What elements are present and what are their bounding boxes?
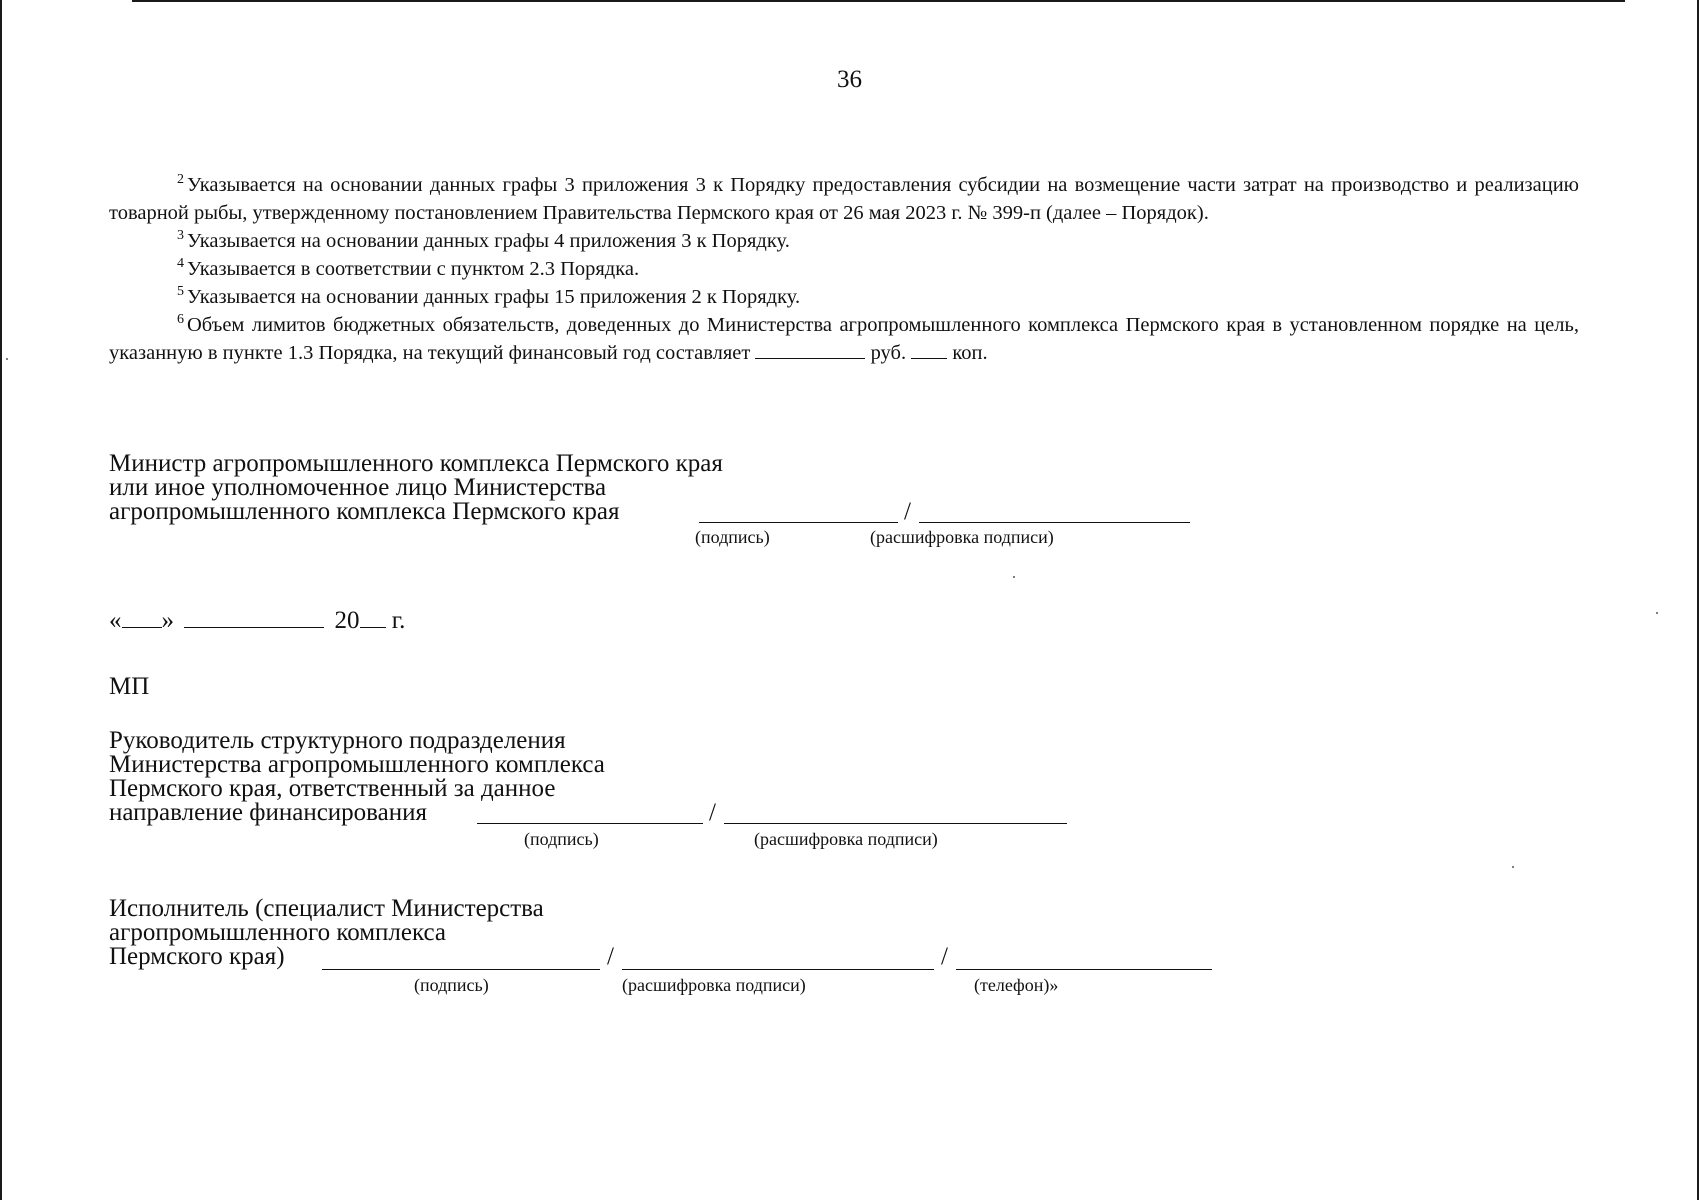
footnote-text: Указывается на основании данных графы 15 приложения 2 к Порядку. bbox=[187, 286, 801, 308]
footnote-text: Указывается в соответствии с пунктом 2.3 Порядка. bbox=[187, 258, 640, 280]
executor-signature-line bbox=[322, 969, 600, 970]
scan-speck bbox=[6, 358, 8, 360]
kopecks-blank bbox=[911, 340, 947, 359]
executor-signature-hint: (подпись) bbox=[414, 975, 489, 995]
footnote-mark: 5 bbox=[177, 284, 184, 299]
executor-separator-1: / bbox=[607, 943, 614, 970]
scan-top-edge bbox=[132, 0, 1625, 2]
page-number: 36 bbox=[837, 66, 862, 93]
head-transcript-line bbox=[724, 823, 1067, 824]
footnote-3 bbox=[109, 227, 1579, 255]
minister-title-line: агропромышленного комплекса Пермского края bbox=[109, 498, 620, 525]
executor-signature-block bbox=[109, 897, 544, 969]
year-suffix: г. bbox=[391, 607, 406, 634]
day-blank bbox=[122, 607, 162, 628]
executor-phone-line bbox=[956, 969, 1212, 970]
head-transcript-hint: (расшифровка подписи) bbox=[754, 829, 938, 849]
date-open-quote: « bbox=[109, 607, 122, 634]
minister-title-line: Министр агропромышленного комплекса Пермского края bbox=[109, 450, 723, 477]
executor-separator-2: / bbox=[941, 943, 948, 970]
footnote-2 bbox=[109, 171, 1579, 227]
footnote-mark: 3 bbox=[177, 228, 184, 243]
rubles-blank bbox=[755, 340, 865, 359]
scan-speck bbox=[1656, 612, 1658, 614]
minister-title-line: или иное уполномоченное лицо Министерства bbox=[109, 474, 607, 501]
executor-title-line: Исполнитель (специалист Министерства bbox=[109, 895, 544, 922]
head-title-line: Министерства агропромышленного комплекса bbox=[109, 751, 605, 778]
executor-transcript-hint: (расшифровка подписи) bbox=[622, 975, 806, 995]
scan-left-edge bbox=[0, 0, 2, 1200]
head-title-line: Руководитель структурного подразделения bbox=[109, 727, 566, 754]
head-signature-block bbox=[109, 729, 605, 825]
rubles-label: руб. bbox=[870, 342, 907, 364]
head-title-line: направление финансирования bbox=[109, 799, 428, 826]
footnote-text: Указывается на основании данных графы 3 приложения 3 к Порядку предоставления субсидии на возмещение части затрат на производство и реализацию товарной рыбы, утвержденному постановлением Правительства Пермского края от 26 мая 2023 г. № 399-п (далее – Порядок). bbox=[109, 174, 1579, 224]
footnote-4 bbox=[109, 255, 1579, 283]
date-row bbox=[109, 606, 405, 636]
minister-signature-block bbox=[109, 452, 723, 524]
date-close-quote: » bbox=[161, 607, 174, 634]
head-separator: / bbox=[709, 799, 716, 826]
footnote-text: Указывается на основании данных графы 4 приложения 3 к Порядку. bbox=[187, 230, 790, 252]
head-signature-hint: (подпись) bbox=[524, 829, 599, 849]
stamp-label: МП bbox=[109, 673, 150, 700]
footnote-5 bbox=[109, 283, 1579, 311]
minister-separator: / bbox=[904, 498, 911, 525]
footnote-text: Объем лимитов бюджетных обязательств, доведенных до Министерства агропромышленного комплекса Пермского края в установленном порядке на цель, указанную в пункте 1.3 Порядка, на текущий финансовый год составляет bbox=[109, 314, 1579, 364]
footnotes-section bbox=[109, 171, 1579, 367]
scan-speck bbox=[1512, 866, 1514, 868]
year-blank bbox=[360, 607, 386, 628]
executor-title-line: агропромышленного комплекса bbox=[109, 919, 447, 946]
minister-transcript-line bbox=[919, 522, 1190, 523]
scan-speck bbox=[1013, 576, 1015, 578]
kopecks-label: коп. bbox=[952, 342, 988, 364]
footnote-mark: 6 bbox=[177, 312, 184, 327]
head-signature-line bbox=[477, 823, 703, 824]
executor-transcript-line bbox=[622, 969, 934, 970]
executor-phone-hint: (телефон)» bbox=[974, 975, 1059, 995]
footnote-6 bbox=[109, 311, 1579, 367]
minister-signature-hint: (подпись) bbox=[695, 527, 770, 547]
month-blank bbox=[184, 607, 324, 628]
footnote-mark: 2 bbox=[177, 172, 184, 187]
executor-title-line: Пермского края) bbox=[109, 943, 285, 970]
minister-signature-line bbox=[699, 522, 898, 523]
head-title-line: Пермского края, ответственный за данное bbox=[109, 775, 556, 802]
footnote-mark: 4 bbox=[177, 256, 184, 271]
minister-transcript-hint: (расшифровка подписи) bbox=[870, 527, 1054, 547]
year-prefix: 20 bbox=[334, 607, 360, 634]
